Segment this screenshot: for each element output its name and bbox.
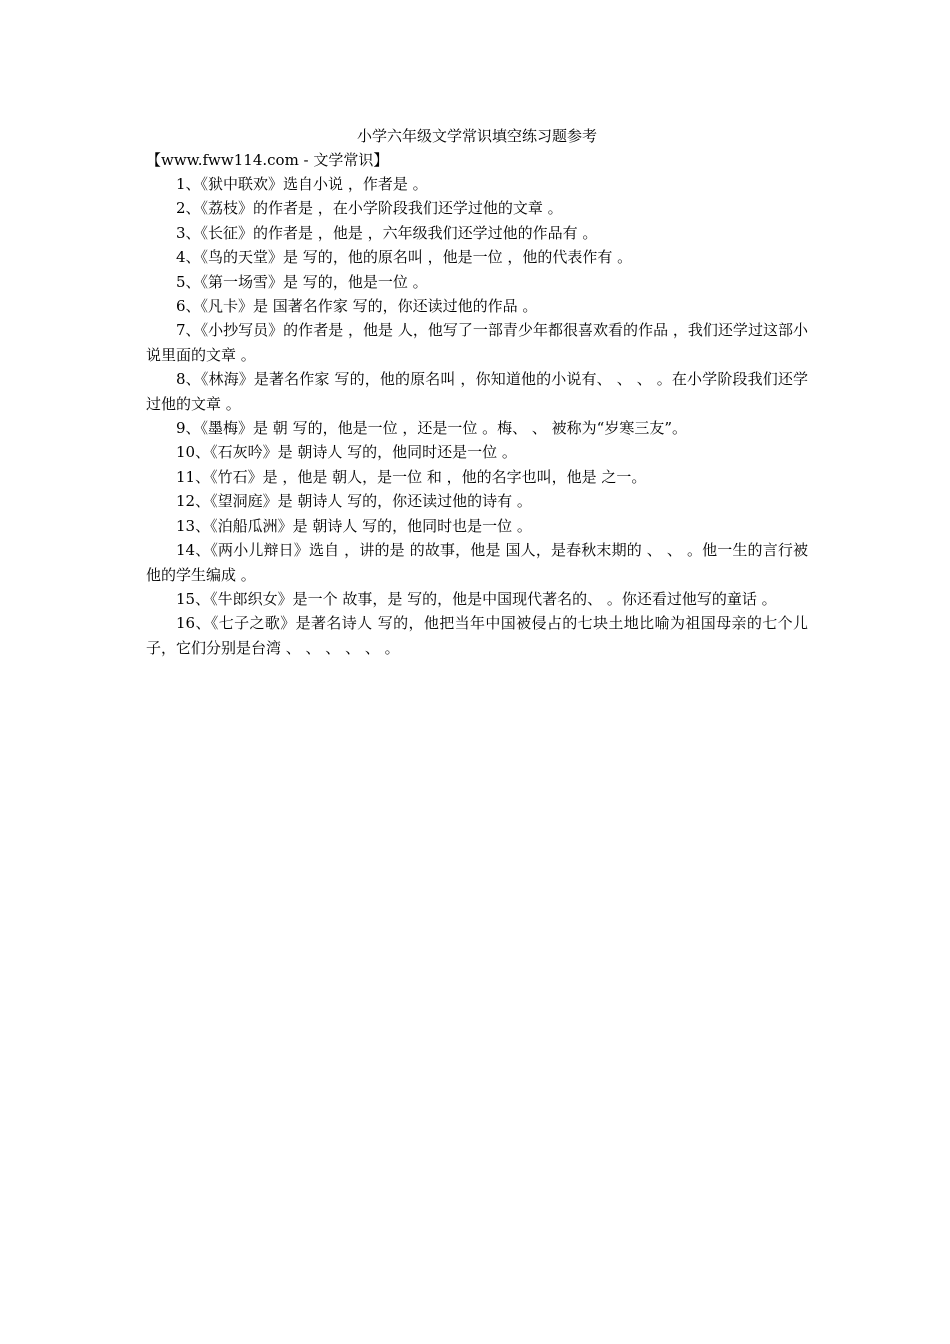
question-4: 4、《鸟的天堂》是 写的，他的原名叫 ，他是一位 ，他的代表作有 。	[176, 248, 633, 267]
question-3: 3、《长征》的作者是 ，他是 ，六年级我们还学过他的作品有 。	[176, 223, 598, 242]
question-5: 5、《第一场雪》是 写的，他是一位 。	[176, 272, 428, 291]
question-11: 11、《竹石》是 ，他是 朝人，是一位 和 ，他的名字也叫，他是 之一。	[176, 467, 647, 486]
source-line: 【www.fww114.com - 文学常识】	[146, 151, 389, 169]
question-12: 12、《望洞庭》是 朝诗人 写的，你还读过他的诗有 。	[176, 492, 532, 511]
question-10: 10、《石灰吟》是 朝诗人 写的，他同时还是一位 。	[176, 443, 517, 462]
question-15: 15、《牛郎织女》是一个 故事，是 写的，他是中国现代著名的、 。你还看过他写的童话 。	[176, 589, 777, 608]
question-8: 8、《林海》是著名作家 写的，他的原名叫 ，你知道他的小说有、 、 、 。在小学阶段我们还学过他的文章 。	[146, 370, 808, 413]
question-6: 6、《凡卡》是 国著名作家 写的，你还读过他的作品 。	[176, 297, 538, 316]
question-13: 13、《泊船瓜洲》是 朝诗人 写的，他同时也是一位 。	[176, 516, 532, 535]
question-16: 16、《七子之歌》是著名诗人 写的，他把当年中国被侵占的七块土地比喻为祖国母亲的七个儿子，它们分别是台湾 、 、 、 、 、 。	[146, 614, 808, 657]
question-9: 9、《墨梅》是 朝 写的，他是一位 ，还是一位 。梅、 、 被称为“岁寒三友”。	[176, 419, 687, 438]
document-page	[146, 124, 808, 660]
question-7: 7、《小抄写员》的作者是 ，他是 人，他写了一部青少年都很喜欢看的作品 ，我们还学过这部小说里面的文章 。	[146, 321, 808, 364]
page-title: 小学六年级文学常识填空练习题参考	[356, 127, 597, 145]
question-14: 14、《两小儿辩日》选自 ，讲的是 的故事，他是 国人，是春秋末期的 、 、 。他一生的言行被他的学生编成 。	[146, 541, 808, 584]
question-1: 1、《狱中联欢》选自小说 ，作者是 。	[176, 175, 428, 193]
question-2: 2、《荔枝》的作者是 ，在小学阶段我们还学过他的文章 。	[176, 199, 563, 218]
